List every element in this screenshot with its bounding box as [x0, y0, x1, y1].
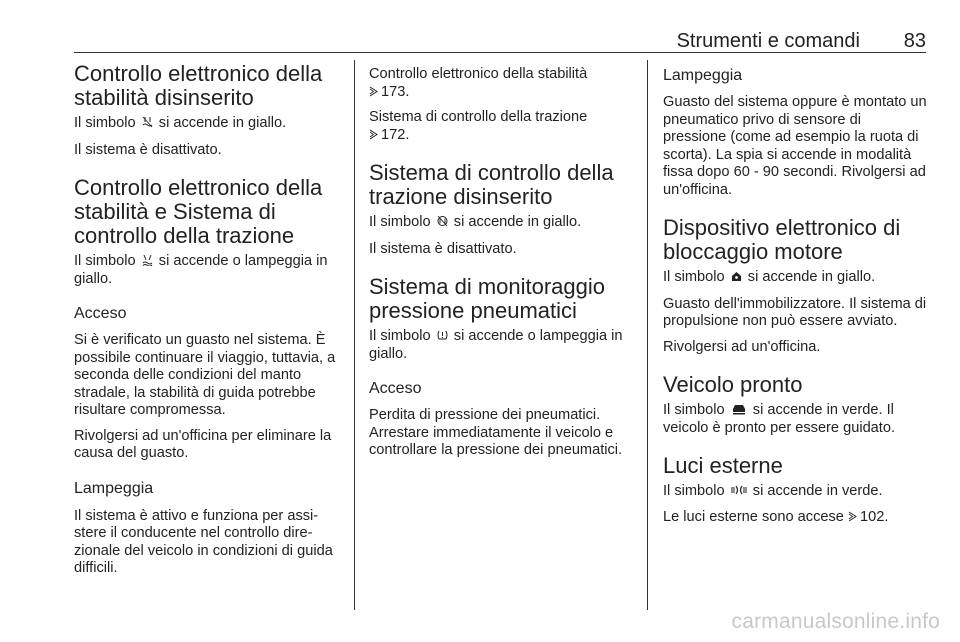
text: si accende o lampeggia in giallo.	[74, 253, 328, 287]
heading-tc-off: Sistema di controllo della trazione disinserito	[369, 160, 614, 209]
paragraph	[369, 328, 634, 363]
paragraph: Guasto dell'immobilizzatore. Il sistema di propulsione non può essere avviato.	[663, 295, 927, 329]
text: Il simbolo	[369, 328, 431, 344]
page-reference-icon	[848, 511, 857, 522]
text: si accende o lampeggia in giallo.	[369, 328, 623, 362]
header-divider	[74, 52, 926, 53]
text: Il simbolo	[663, 402, 725, 418]
heading-immobilizer: Dispositivo elettronico di bloccaggio motore	[663, 215, 901, 264]
subheading-acceso: Acceso	[74, 305, 127, 322]
text: si accende in verde. Il veicolo è pronto per essere guidato.	[663, 402, 896, 436]
paragraph: Rivolgersi ad un'officina.	[663, 338, 821, 355]
page-header	[74, 30, 926, 52]
page-reference[interactable]: 102.	[859, 508, 889, 525]
paragraph	[74, 115, 344, 133]
esc-icon	[142, 254, 153, 266]
paragraph	[663, 509, 928, 527]
paragraph	[369, 214, 634, 232]
subheading-lampeggia: Lampeggia	[663, 67, 743, 84]
paragraph	[663, 269, 928, 287]
column-2	[369, 62, 634, 460]
text: Il simbolo	[74, 253, 136, 269]
esc-off-icon	[142, 116, 153, 128]
paragraph: Si è verificato un guasto nel sistema. È possibile continuare il viaggio, tuttavia, a seconda delle condizioni del manto stradale, la stabilità di guida potrebbe risultare compromessa.	[74, 332, 336, 418]
page-number: 83	[903, 30, 926, 52]
paragraph: Rivolgersi ad un'officina per eliminare la causa del guasto.	[74, 427, 332, 461]
column-divider	[647, 60, 648, 610]
paragraph	[369, 109, 634, 144]
immobilizer-icon	[731, 270, 742, 282]
heading-vehicle-ready: Veicolo pronto	[663, 372, 803, 397]
text: si accende in giallo.	[747, 269, 876, 285]
heading-exterior-lights: Luci esterne	[663, 453, 783, 478]
text: si accende in giallo.	[158, 115, 287, 131]
text: si accende in giallo.	[453, 214, 582, 230]
section-title: Strumenti e comandi	[676, 30, 860, 52]
paragraph	[74, 253, 344, 288]
column-divider	[354, 60, 355, 610]
column-3	[663, 62, 928, 526]
heading-esc-off: Controllo elettronico della stabilità disinserito	[74, 61, 323, 110]
subheading-lampeggia: Lampeggia	[74, 479, 154, 497]
text: Controllo elettronico della stabilità	[369, 66, 588, 82]
heading-esc-tc: Controllo elettronico della stabilità e Sistema di controllo della trazione	[74, 175, 323, 248]
page-reference-icon	[369, 86, 378, 97]
column-1	[74, 62, 344, 578]
paragraph	[369, 66, 634, 101]
paragraph: Il sistema è disattivato.	[74, 141, 222, 158]
paragraph: Il sistema è attivo e funziona per assistere il conducente nel controllo direzionale del veicolo in condizioni di guida difficili.	[74, 507, 333, 576]
traction-off-icon	[437, 215, 448, 227]
heading-tpms: Sistema di monitoraggio pressione pneumatici	[369, 274, 606, 323]
page-reference[interactable]: 173.	[381, 83, 410, 100]
text: Il simbolo	[74, 115, 136, 131]
tire-pressure-icon	[437, 329, 448, 341]
paragraph: Il sistema è disattivato.	[369, 240, 517, 257]
text: Il simbolo	[369, 214, 431, 230]
page-reference-icon	[369, 129, 378, 140]
exterior-lights-icon	[731, 484, 747, 496]
text: Le luci esterne sono accese	[663, 508, 844, 525]
subheading-acceso: Acceso	[369, 380, 422, 397]
paragraph: Guasto del sistema oppure è montato un pneumatico privo di sensore di pressione (come ad esempio la ruota di scorta). La spia si accende in modalità fissa dopo 60 - 90 secondi. Rivolgersi ad un'officina.	[663, 94, 927, 198]
text: Sistema di controllo della trazione	[369, 109, 588, 125]
text: Il simbolo	[663, 483, 725, 499]
page-reference[interactable]: 172.	[381, 126, 410, 143]
paragraph	[663, 402, 928, 437]
vehicle-ready-icon	[731, 403, 747, 415]
paragraph: Perdita di pressione dei pneumatici. Arrestare immediatamente il veicolo e controllare la pressione dei pneumatici.	[369, 407, 623, 458]
paragraph	[663, 483, 928, 501]
watermark: carmanualsonline.info	[731, 610, 940, 633]
text: Il simbolo	[663, 269, 725, 285]
text: si accende in verde.	[752, 483, 883, 499]
